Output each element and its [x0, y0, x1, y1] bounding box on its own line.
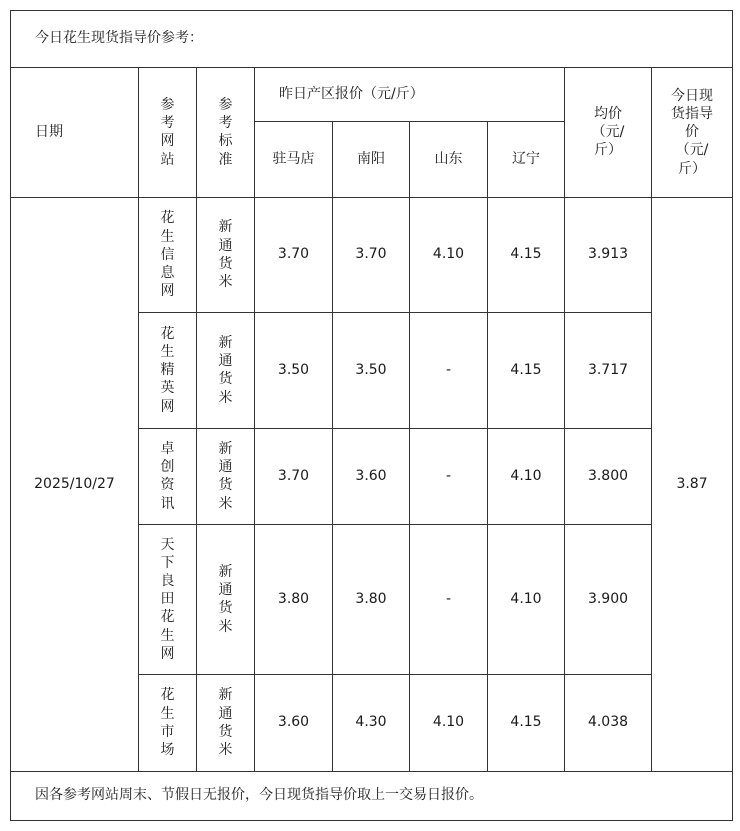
- site-cell: [139, 675, 197, 772]
- price-cell: 4.30: [333, 675, 410, 772]
- price-cell: 3.60: [333, 429, 410, 525]
- table-row: [11, 198, 733, 313]
- date-cell: 2025/10/27: [11, 198, 139, 772]
- price-cell: 3.70: [255, 198, 333, 313]
- avg-cell: 3.717: [565, 313, 652, 429]
- price-cell: 4.15: [488, 313, 565, 429]
- price-cell: 4.15: [488, 198, 565, 313]
- standard-cell: [197, 525, 255, 675]
- site-text: 天下良田花生网: [160, 536, 175, 662]
- price-cell: 4.10: [488, 429, 565, 525]
- header-region: 山东: [410, 122, 488, 198]
- price-cell: -: [410, 429, 488, 525]
- site-text: 花生市场: [160, 687, 175, 759]
- site-cell: [139, 198, 197, 313]
- price-cell: 3.60: [255, 675, 333, 772]
- standard-cell: [197, 198, 255, 313]
- price-cell: -: [410, 313, 488, 429]
- price-cell: 3.50: [333, 313, 410, 429]
- price-cell: 3.80: [333, 525, 410, 675]
- header-region: [255, 122, 333, 198]
- site-cell: [139, 429, 197, 525]
- price-cell: 4.15: [488, 675, 565, 772]
- standard-text: 新通货米: [218, 440, 233, 512]
- header-site: [139, 68, 197, 198]
- avg-cell: 3.913: [565, 198, 652, 313]
- standard-text: 新通货米: [218, 687, 233, 759]
- header-standard: [197, 68, 255, 198]
- price-cell: 3.50: [255, 313, 333, 429]
- header-guide-text: 今日现货指导价（元/斤）: [671, 87, 714, 177]
- header-date: 日期: [11, 68, 139, 198]
- standard-cell: [197, 313, 255, 429]
- standard-cell: [197, 429, 255, 525]
- table-note: 因各参考网站周末、节假日无报价，今日现货指导价取上一交易日报价。: [11, 772, 733, 821]
- table-caption: 今日花生现货指导价参考：: [11, 11, 733, 68]
- header-avg-text: 均价（元/斤）: [591, 106, 625, 159]
- price-cell: 4.10: [488, 525, 565, 675]
- avg-cell: 3.900: [565, 525, 652, 675]
- avg-cell: 3.800: [565, 429, 652, 525]
- site-cell: [139, 525, 197, 675]
- header-region: 南阳: [333, 122, 410, 198]
- price-cell: 4.10: [410, 198, 488, 313]
- site-cell: [139, 313, 197, 429]
- header-region-group: 昨日产区报价（元/斤）: [255, 68, 565, 122]
- price-cell: 3.70: [255, 429, 333, 525]
- site-text: 花生信息网: [160, 210, 175, 300]
- site-text: 卓创资讯: [160, 440, 175, 512]
- avg-cell: 4.038: [565, 675, 652, 772]
- header-region: 辽宁: [488, 122, 565, 198]
- header-region-text: 驻马店: [272, 151, 315, 168]
- site-text: 花生精英网: [160, 325, 175, 415]
- standard-text: 新通货米: [218, 219, 233, 291]
- price-guide-table: [10, 10, 733, 821]
- header-standard-text: 参考标准: [218, 96, 233, 168]
- standard-text: 新通货米: [218, 334, 233, 406]
- price-cell: 3.80: [255, 525, 333, 675]
- header-guide: [652, 68, 733, 198]
- standard-text: 新通货米: [218, 563, 233, 635]
- header-site-text: 参考网站: [160, 96, 175, 168]
- guide-price-cell: 3.87: [652, 198, 733, 772]
- price-cell: 3.70: [333, 198, 410, 313]
- price-cell: 4.10: [410, 675, 488, 772]
- price-cell: -: [410, 525, 488, 675]
- standard-cell: [197, 675, 255, 772]
- header-avg: [565, 68, 652, 198]
